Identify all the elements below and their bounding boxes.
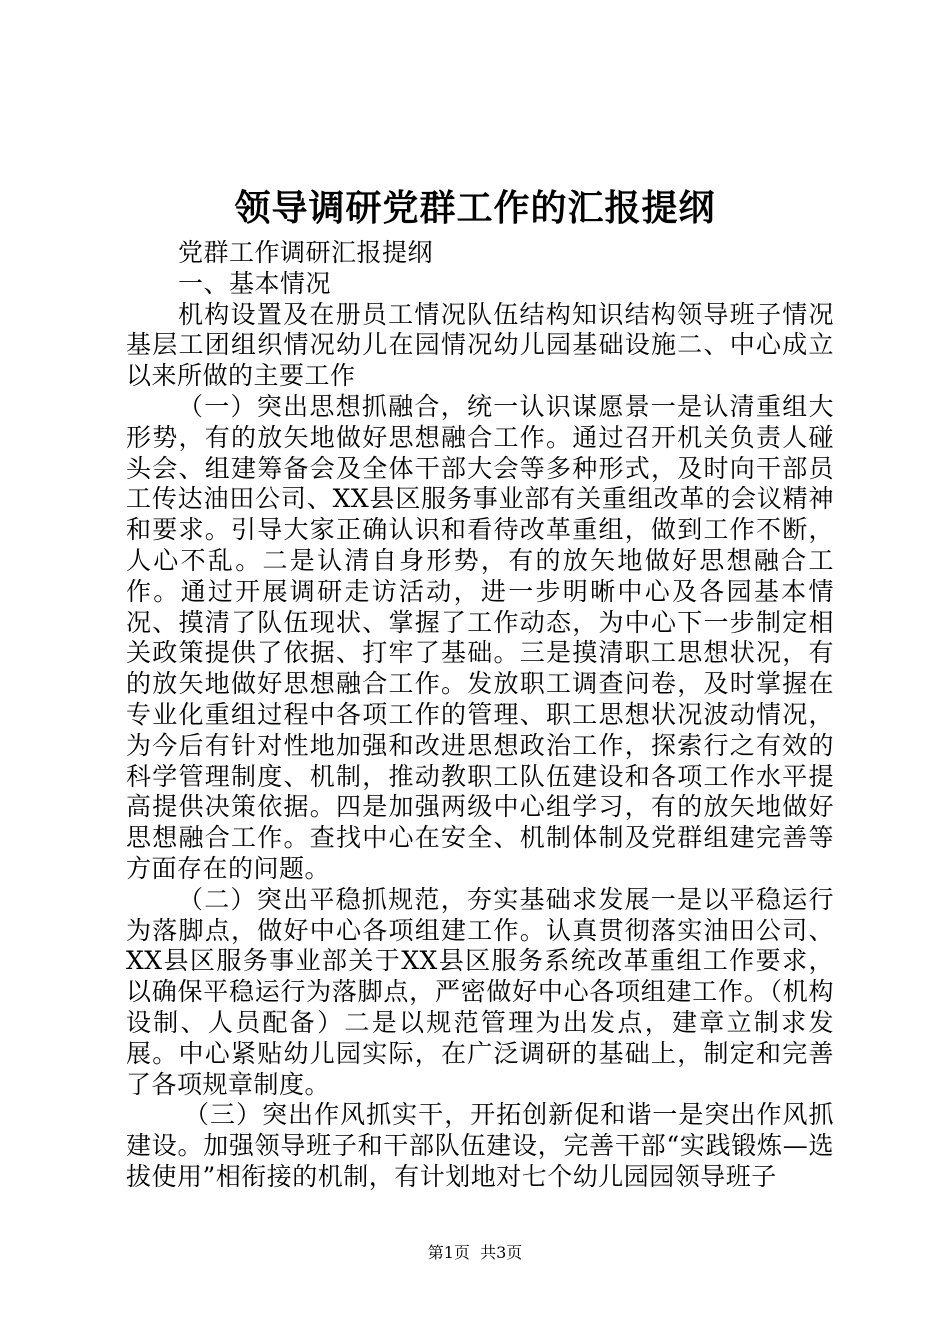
footer-separator [470,1243,480,1262]
body-paragraph: （三）突出作风抓实干，开拓创新促和谐一是突出作风抓建设。加强领导班子和干部队伍建设，完善干部“实践锻炼—选拔使用”相衔接的机制，有计划地对七个幼儿园园领导班子 [126,1100,834,1191]
subtitle-paragraph: 党群工作调研汇报提纲 [178,238,434,267]
page-footer [0,1243,950,1263]
body-paragraph: （一）突出思想抓融合，统一认识谋愿景一是认清重组大形势，有的放矢地做好思想融合工作。通过召开机关负责人碰头会、组建筹备会及全体干部大会等多种形式，及时向干部员工传达油田公司、XX县区服务事业部有关重组改革的会议精神和要求。引导大家正确认识和看待改革重组，做到工作不断，人心不乱。二是认清自身形势，有的放矢地做好思想融合工作。通过开展调研走访活动，进一步明晰中心及各园基本情况、摸清了队伍现状、掌握了工作动态，为中心下一步制定相关政策提供了依据、打牢了基础。三是摸清职工思想状况，有的放矢地做好思想融合工作。发放职工调查问卷，及时掌握在专业化重组过程中各项工作的管理、职工思想状况波动情况，为今后有针对性地加强和改进思想政治工作，探索行之有效的科学管理制度、机制，推动教职工队伍建设和各项工作水平提高提供决策依据。四是加强两级中心组学习，有的放矢地做好思想融合工作。查找中心在安全、机制体制及党群组建完善等方面存在的问题。 [126,391,834,883]
page-title: 领导调研党群工作的汇报提纲 [234,187,716,229]
body-paragraph: 机构设置及在册员工情况队伍结构知识结构领导班子情况基层工团组织情况幼儿在园情况幼儿园基础设施二、中心成立以来所做的主要工作 [126,299,834,391]
page-total: 共3页 [480,1243,523,1262]
section-heading: 一、基本情况 [178,268,332,298]
page-number: 第1页 [427,1243,470,1262]
document-body [126,238,834,1193]
body-paragraph: （二）突出平稳抓规范，夯实基础求发展一是以平稳运行为落脚点，做好中心各项组建工作。认真贯彻落实油田公司、XX县区服务事业部关于XX县区服务系统改革重组工作要求，以确保平稳运行为落脚点，严密做好中心各项组建工作。（机构设制、人员配备）二是以规范管理为出发点，建章立制求发展。中心紧贴幼儿园实际，在广泛调研的基础上，制定和完善了各项规章制度。 [126,884,834,1099]
